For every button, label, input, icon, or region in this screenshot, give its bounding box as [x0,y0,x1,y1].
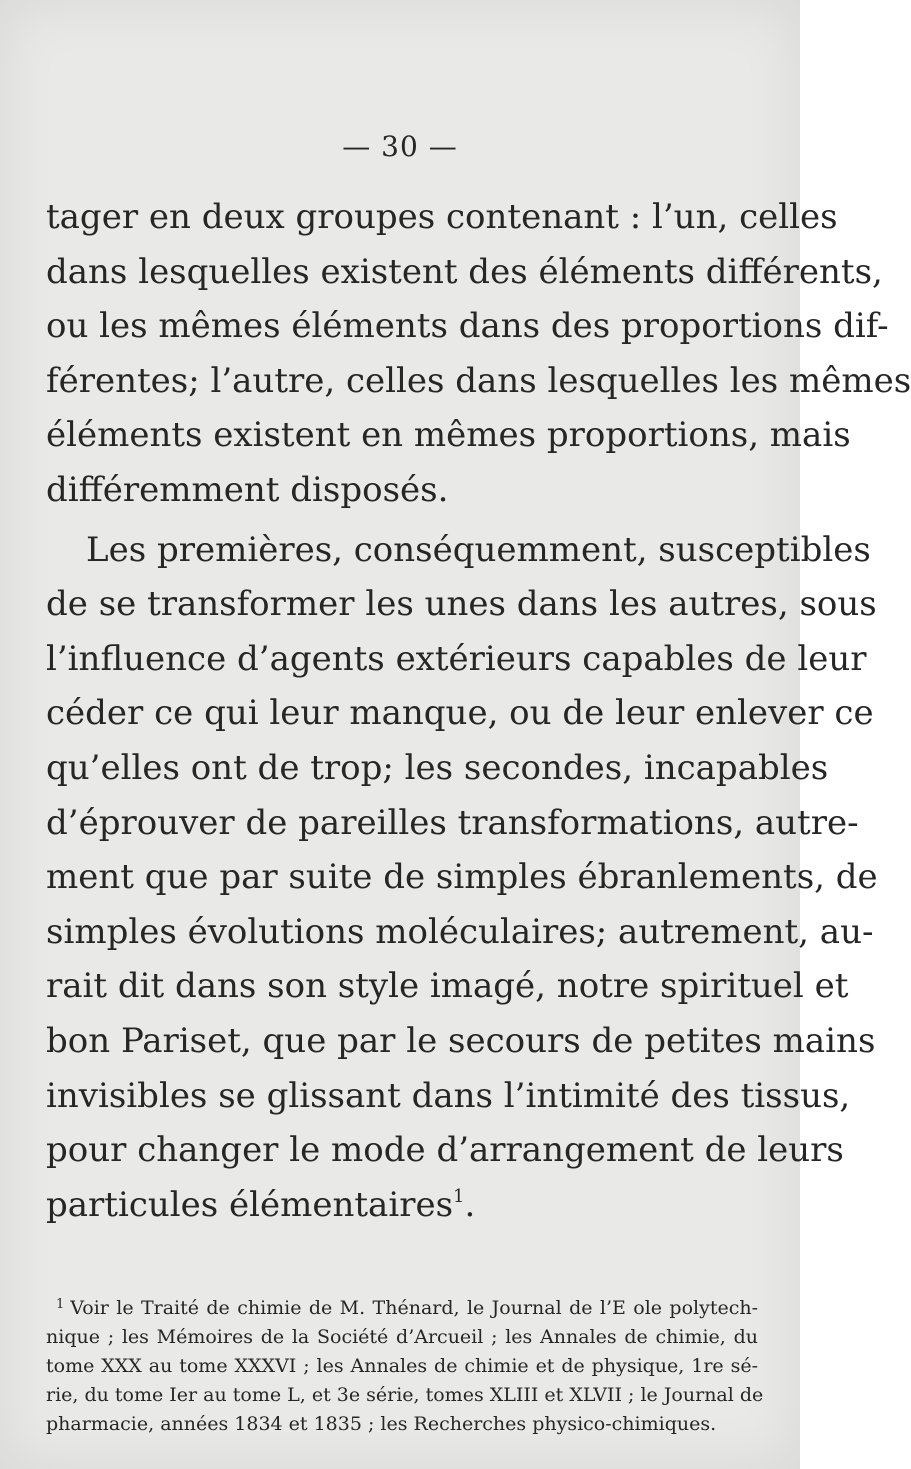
text-line: ou les mêmes éléments dans des proportions dif- [46,306,889,347]
footnote-mark: 1 [56,1297,65,1312]
text-line: éléments existent en mêmes proportions, mais [46,415,851,456]
text-line: tager en deux groupes contenant : l’un, celles [46,197,838,237]
footnote-line: tome XXX au tome XXXVI ; les Annales de chimie et de physique, 1re sé- [46,1355,758,1377]
footnote [46,1294,764,1439]
text-line: d’éprouver de pareilles transformations, autre- [46,802,859,843]
footnote-line [46,1294,758,1323]
body-text [46,190,911,1232]
text-line: différemment disposés. [46,469,449,510]
text-line: de se transformer les unes dans les autres, sous [46,584,877,625]
text-line: qu’elles ont de trop; les secondes, incapables [46,747,829,788]
text-line-final [46,1178,756,1233]
text-line: invisibles se glissant dans l’intimité des tissus, [46,1075,851,1116]
text-line: bon Pariset, que par le secours de petites mains [46,1020,876,1061]
text-line: céder ce qui leur manque, ou de leur enlever ce [46,693,874,734]
closing-period: . [464,1184,476,1225]
footnote-line: nique ; les Mémoires de la Société d’Arcueil ; les Annales de chimie, du [46,1326,758,1348]
footnote-reference[interactable]: 1 [453,1185,465,1207]
text-line: l’influence d’agents extérieurs capables de leur [46,638,867,679]
text-line: pour changer le mode d’arrangement de leurs [46,1130,844,1171]
text-line: dans lesquelles existent des éléments différents, [46,251,883,292]
text-line: ment que par suite de simples ébranlements, de [46,857,878,898]
text-line-content: particules élémentaires [46,1184,454,1225]
text-line: rait dit dans son style imagé, notre spirituel et [46,966,849,1007]
text-line: Les premières, conséquemment, susceptibles [86,529,871,570]
footnote-line-text: Voir le Traité de chimie de M. Thénard, le Journal de l’E ole polytech- [70,1297,758,1319]
footnote-line: rie, du tome Ier au tome L, et 3e série, tomes XLIII et XLVII ; le Journal de [46,1384,764,1406]
page-number: — 30 — [342,130,458,163]
text-line: simples évolutions moléculaires; autrement, au- [46,911,874,952]
text-line: férentes; l’autre, celles dans lesquelles les mêmes [46,360,911,401]
footnote-line: pharmacie, années 1834 et 1835 ; les Recherches physico-chimiques. [46,1413,717,1435]
